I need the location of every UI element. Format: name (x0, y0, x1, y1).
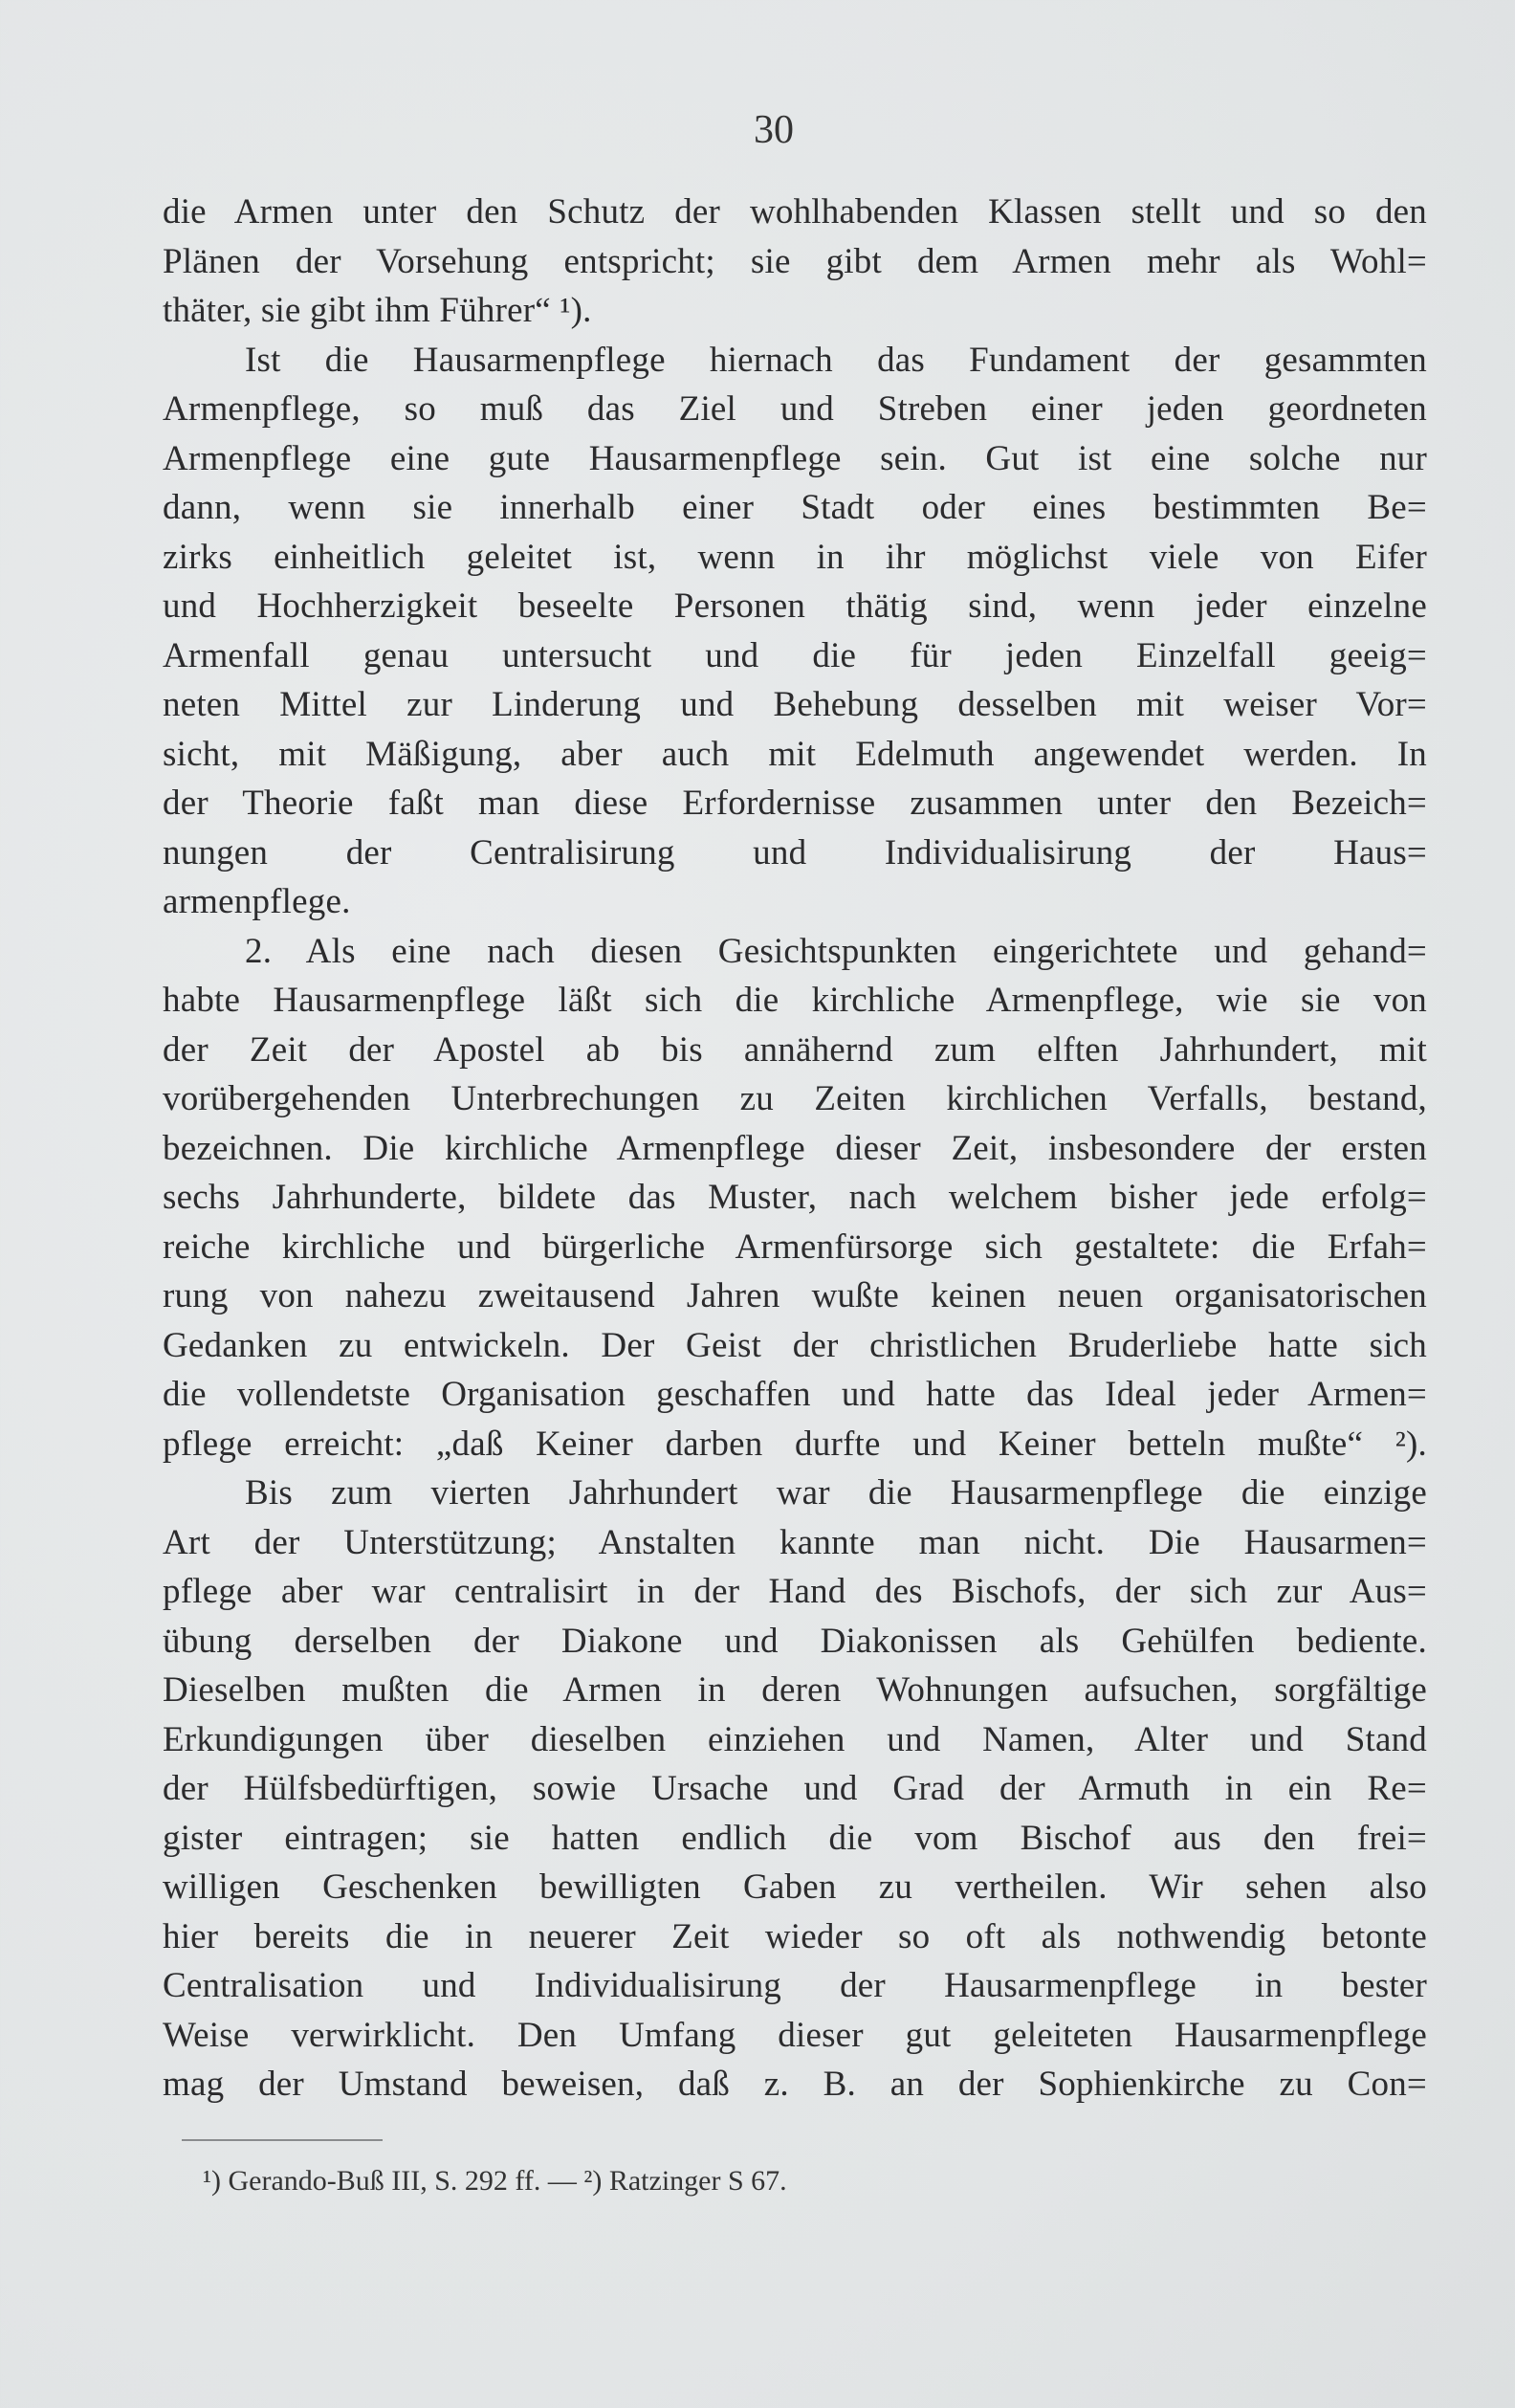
text-line: rung von nahezu zweitausend Jahren wußte keinen neuen organisatorischen (163, 1276, 1427, 1315)
text-line: die vollendetste Organisation geschaffen und hatte das Ideal jeder Armen= (163, 1375, 1427, 1414)
text-line: Ist die Hausarmenpflege hiernach das Fundament der gesammten (245, 340, 1427, 380)
text-line: neten Mittel zur Linderung und Behebung desselben mit weiser Vor= (163, 685, 1427, 724)
body-text (163, 188, 1427, 2110)
text-line: Centralisation und Individualisirung der Hausarmenpflege in bester (163, 1966, 1427, 2005)
text-line: Dieselben mußten die Armen in deren Wohnungen aufsuchen, sorgfältige (163, 1670, 1427, 1710)
text-line: pflege aber war centralisirt in der Hand des Bischofs, der sich zur Aus= (163, 1572, 1427, 1611)
text-line: zirks einheitlich geleitet ist, wenn in ihr möglichst viele von Eifer (163, 537, 1427, 577)
text-line: Art der Unterstützung; Anstalten kannte man nicht. Die Hausarmen= (163, 1522, 1427, 1562)
text-line: habte Hausarmenpflege läßt sich die kirchliche Armenpflege, wie sie von (163, 981, 1427, 1020)
text-line: Gedanken zu entwickeln. Der Geist der christlichen Bruderliebe hatte sich (163, 1325, 1427, 1365)
text-line: gister eintragen; sie hatten endlich die vom Bischof aus den frei= (163, 1818, 1427, 1858)
text-line: hier bereits die in neuerer Zeit wieder so oft als nothwendig betonte (163, 1916, 1427, 1956)
text-line: Weise verwirklicht. Den Umfang dieser gut geleiteten Hausarmenpflege (163, 2015, 1427, 2055)
text-line: armenpflege. (163, 882, 351, 921)
text-line: pflege erreicht: „daß Keiner darben durfte und Keiner betteln mußte“ ²). (163, 1424, 1427, 1464)
text-line: thäter, sie gibt ihm Führer“ ¹). (163, 291, 592, 330)
text-line: vorübergehenden Unterbrechungen zu Zeiten kirchlichen Verfalls, bestand, (163, 1079, 1427, 1118)
text-line: nungen der Centralisirung und Individualisirung der Haus= (163, 832, 1427, 873)
text-line: willigen Geschenken bewilligten Gaben zu vertheilen. Wir sehen also (163, 1867, 1427, 1907)
text-line: der Hülfsbedürftigen, sowie Ursache und Grad der Armuth in ein Re= (163, 1769, 1427, 1808)
text-line: die Armen unter den Schutz der wohlhabenden Klassen stellt und so den (163, 192, 1427, 232)
text-line: Armenpflege eine gute Hausarmenpflege sein. Gut ist eine solche nur (163, 438, 1427, 478)
text-line: Armenfall genau untersucht und die für jeden Einzelfall geeig= (163, 635, 1427, 675)
text-line: sechs Jahrhunderte, bildete das Muster, nach welchem bisher jede erfolg= (163, 1178, 1427, 1217)
text-line: der Zeit der Apostel ab bis annähernd zum elften Jahrhundert, mit (163, 1029, 1427, 1070)
text-line: Bis zum vierten Jahrhundert war die Hausarmenpflege die einzige (245, 1473, 1427, 1513)
text-line: und Hochherzigkeit beseelte Personen thätig sind, wenn jeder einzelne (163, 586, 1427, 626)
text-line: Erkundigungen über dieselben einziehen und Namen, Alter und Stand (163, 1719, 1427, 1759)
text-line: dann, wenn sie innerhalb einer Stadt oder eines bestimmten Be= (163, 488, 1427, 527)
text-line: sicht, mit Mäßigung, aber auch mit Edelmuth angewendet werden. In (163, 734, 1427, 774)
text-line: mag der Umstand beweisen, daß z. B. an der Sophienkirche zu Con= (163, 2065, 1427, 2104)
text-line: reiche kirchliche und bürgerliche Armenfürsorge sich gestaltete: die Erfah= (163, 1226, 1427, 1267)
footnote-divider (182, 2139, 383, 2141)
text-line: der Theorie faßt man diese Erfordernisse zusammen unter den Bezeich= (163, 784, 1427, 823)
text-line: 2. Als eine nach diesen Gesichtspunkten eingerichtete und gehand= (245, 931, 1427, 971)
footnotes: ¹) Gerando-Buß III, S. 292 ff. — ²) Ratzinger S 67. (203, 2165, 787, 2197)
text-line: Plänen der Vorsehung entspricht; sie gibt dem Armen mehr als Wohl= (163, 241, 1427, 281)
text-line: übung derselben der Diakone und Diakonissen als Gehülfen bediente. (163, 1621, 1427, 1661)
text-line: bezeichnen. Die kirchliche Armenpflege dieser Zeit, insbesondere der ersten (163, 1128, 1427, 1168)
page-number: 30 (754, 108, 794, 152)
text-line: Armenpflege, so muß das Ziel und Streben einer jeden geordneten (163, 389, 1427, 429)
